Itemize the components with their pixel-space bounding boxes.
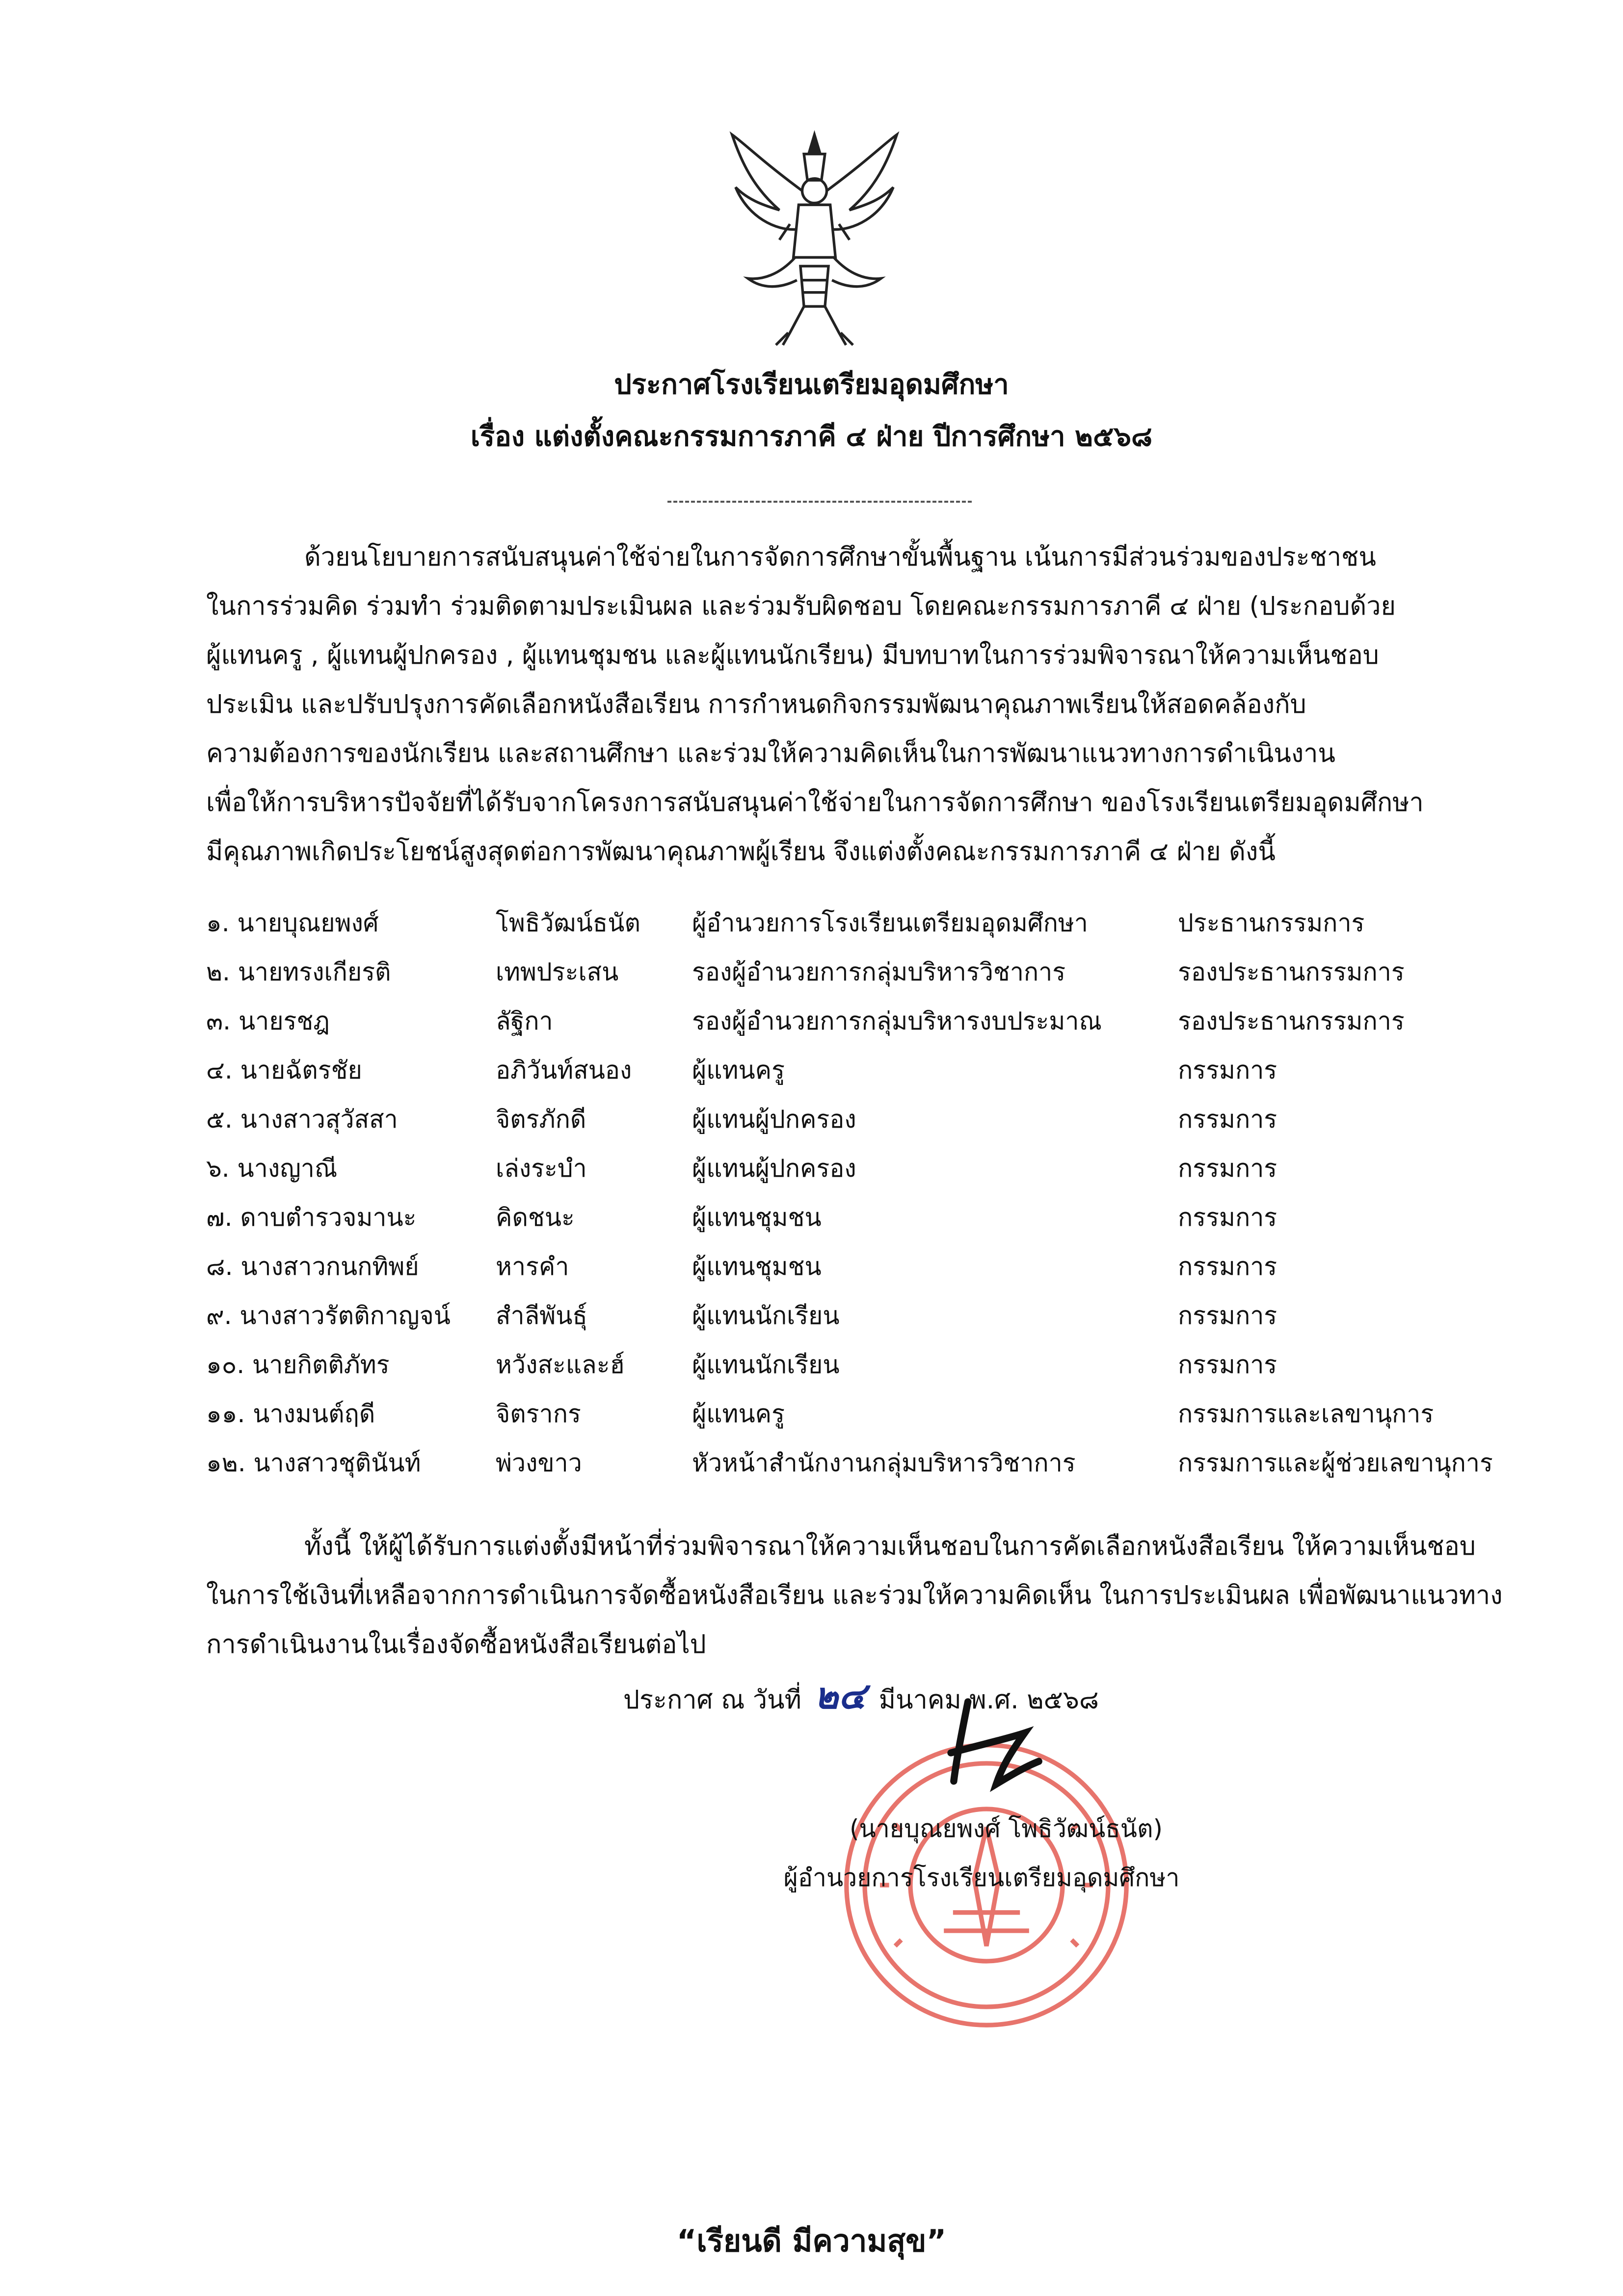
member-role: ผู้แทนชุมชน — [692, 1203, 822, 1232]
member-position: กรรมการ — [1178, 1154, 1277, 1183]
member-surname: เทพประเสน — [496, 958, 619, 986]
date-day: ๒๔ — [814, 1675, 866, 1717]
school-motto: “เรียนดี มีความสุข” — [676, 2223, 947, 2259]
member-surname: สำลีพันธุ์ — [496, 1301, 587, 1330]
intro-line: ด้วยนโยบายการสนับสนุนค่าใช้จ่ายในการจัดการศึกษาขั้นพื้นฐาน เน้นการมีส่วนร่วมของประชาชน — [304, 542, 1376, 572]
member-position: กรรมการ — [1178, 1252, 1277, 1281]
member-role: ผู้แทนครู — [692, 1400, 785, 1428]
member-position: กรรมการและผู้ช่วยเลขานุการ — [1178, 1449, 1493, 1477]
closing-line: ทั้งนี้ ให้ผู้ได้รับการแต่งตั้งมีหน้าที่ร่วมพิจารณาให้ความเห็นชอบในการคัดเลือกหนังสือเรียน ให้ความเห็นชอบ — [304, 1532, 1476, 1561]
member-name: ๖. นางญาณี — [206, 1154, 338, 1183]
member-name: ๒. นายทรงเกียรติ — [206, 958, 391, 986]
member-surname: หารคำ — [496, 1252, 569, 1281]
member-position: กรรมการและเลขานุการ — [1178, 1400, 1434, 1428]
member-role: ผู้แทนผู้ปกครอง — [692, 1154, 856, 1183]
member-surname: จิตรภักดี — [496, 1105, 586, 1134]
signer-name: (นายบุณยพงศ์ โพธิวัฒน์ธนัต) — [850, 1814, 1163, 1843]
member-surname: คิดชนะ — [496, 1203, 575, 1232]
document-subject: เรื่อง แต่งตั้งคณะกรรมการภาคี ๔ ฝ่าย ปีการศึกษา ๒๕๖๘ — [470, 421, 1153, 453]
member-name: ๗. ดาบตำรวจมานะ — [206, 1203, 417, 1232]
intro-line: เพื่อให้การบริหารปัจจัยที่ได้รับจากโครงการสนับสนุนค่าใช้จ่ายในการจัดการศึกษา ของโรงเรียนเตรียมอุดมศึกษา — [206, 788, 1424, 817]
member-surname: พ่วงขาว — [496, 1449, 582, 1477]
member-name: ๑๐. นายกิตติภัทร — [206, 1351, 390, 1379]
member-role: ผู้แทนนักเรียน — [692, 1301, 840, 1330]
signer-position: ผู้อำนวยการโรงเรียนเตรียมอุดมศึกษา — [783, 1864, 1180, 1892]
member-role: ผู้แทนผู้ปกครอง — [692, 1105, 856, 1134]
member-surname: หวังสะและฮ์ — [496, 1351, 625, 1379]
closing-line: การดำเนินงานในเรื่องจัดซื้อหนังสือเรียนต่อไป — [206, 1630, 706, 1659]
member-position: ประธานกรรมการ — [1178, 909, 1365, 937]
member-role: ผู้แทนชุมชน — [692, 1252, 822, 1281]
intro-line: ในการร่วมคิด ร่วมทำ ร่วมติดตามประเมินผล และร่วมรับผิดชอบ โดยคณะกรรมการภาคี ๔ ฝ่าย (ประกอบด้วย — [206, 592, 1396, 621]
member-role: ผู้แทนครู — [692, 1056, 785, 1084]
member-role: ผู้แทนนักเรียน — [692, 1351, 840, 1379]
garuda-emblem-icon — [727, 126, 902, 351]
announcement-date — [623, 1672, 1099, 1725]
member-name: ๙. นางสาวรัตติกาญจน์ — [206, 1301, 451, 1330]
member-name: ๑๑. นางมนต์ฤดี — [206, 1400, 375, 1428]
member-surname: จิตรากร — [496, 1400, 581, 1428]
intro-line: ประเมิน และปรับปรุงการคัดเลือกหนังสือเรียน การกำหนดกิจกรรมพัฒนาคุณภาพเรียนให้สอดคล้องกับ — [206, 690, 1306, 719]
member-role: รองผู้อำนวยการกลุ่มบริหารงบประมาณ — [692, 1007, 1102, 1035]
member-role: หัวหน้าสำนักงานกลุ่มบริหารวิชาการ — [692, 1449, 1076, 1477]
member-name: ๔. นายฉัตรชัย — [206, 1056, 362, 1084]
member-surname: ลัฐิกา — [496, 1007, 553, 1035]
closing-line: ในการใช้เงินที่เหลือจากการดำเนินการจัดซื้อหนังสือเรียน และร่วมให้ความคิดเห็น ในการประเมินผล เพื่อพัฒนาแนวทาง — [206, 1581, 1503, 1610]
intro-line: มีคุณภาพเกิดประโยชน์สูงสุดต่อการพัฒนาคุณภาพผู้เรียน จึงแต่งตั้งคณะกรรมการภาคี ๔ ฝ่าย ดังนี้ — [206, 837, 1276, 866]
member-position: กรรมการ — [1178, 1301, 1277, 1330]
member-name: ๑. นายบุณยพงศ์ — [206, 909, 379, 937]
member-position: กรรมการ — [1178, 1351, 1277, 1379]
member-position: กรรมการ — [1178, 1105, 1277, 1134]
document-title: ประกาศโรงเรียนเตรียมอุดมศึกษา — [614, 369, 1009, 401]
member-position: รองประธานกรรมการ — [1178, 958, 1405, 986]
title-separator — [667, 501, 972, 503]
member-role: รองผู้อำนวยการกลุ่มบริหารวิชาการ — [692, 958, 1066, 986]
intro-line: ผู้แทนครู , ผู้แทนผู้ปกครอง , ผู้แทนชุมชน และผู้แทนนักเรียน) มีบทบาทในการร่วมพิจารณาให้ความเห็นชอบ — [206, 641, 1379, 670]
member-name: ๑๒. นางสาวชุตินันท์ — [206, 1449, 421, 1477]
member-position: กรรมการ — [1178, 1203, 1277, 1232]
member-name: ๕. นางสาวสุวัสสา — [206, 1105, 398, 1134]
date-suffix: มีนาคม พ.ศ. ๒๕๖๘ — [878, 1685, 1099, 1715]
member-position: รองประธานกรรมการ — [1178, 1007, 1405, 1035]
member-role: ผู้อำนวยการโรงเรียนเตรียมอุดมศึกษา — [692, 909, 1088, 937]
date-prefix: ประกาศ ณ วันที่ — [623, 1685, 801, 1715]
member-name: ๓. นายรชฎ — [206, 1007, 330, 1035]
member-surname: เล่งระบำ — [496, 1154, 587, 1183]
intro-line: ความต้องการของนักเรียน และสถานศึกษา และร่วมให้ความคิดเห็นในการพัฒนาแนวทางการดำเนินงาน — [206, 739, 1335, 768]
member-surname: โพธิวัฒน์ธนัต — [496, 909, 640, 937]
member-name: ๘. นางสาวกนกทิพย์ — [206, 1252, 419, 1281]
member-position: กรรมการ — [1178, 1056, 1277, 1084]
member-surname: อภิวันท์สนอง — [496, 1056, 632, 1084]
